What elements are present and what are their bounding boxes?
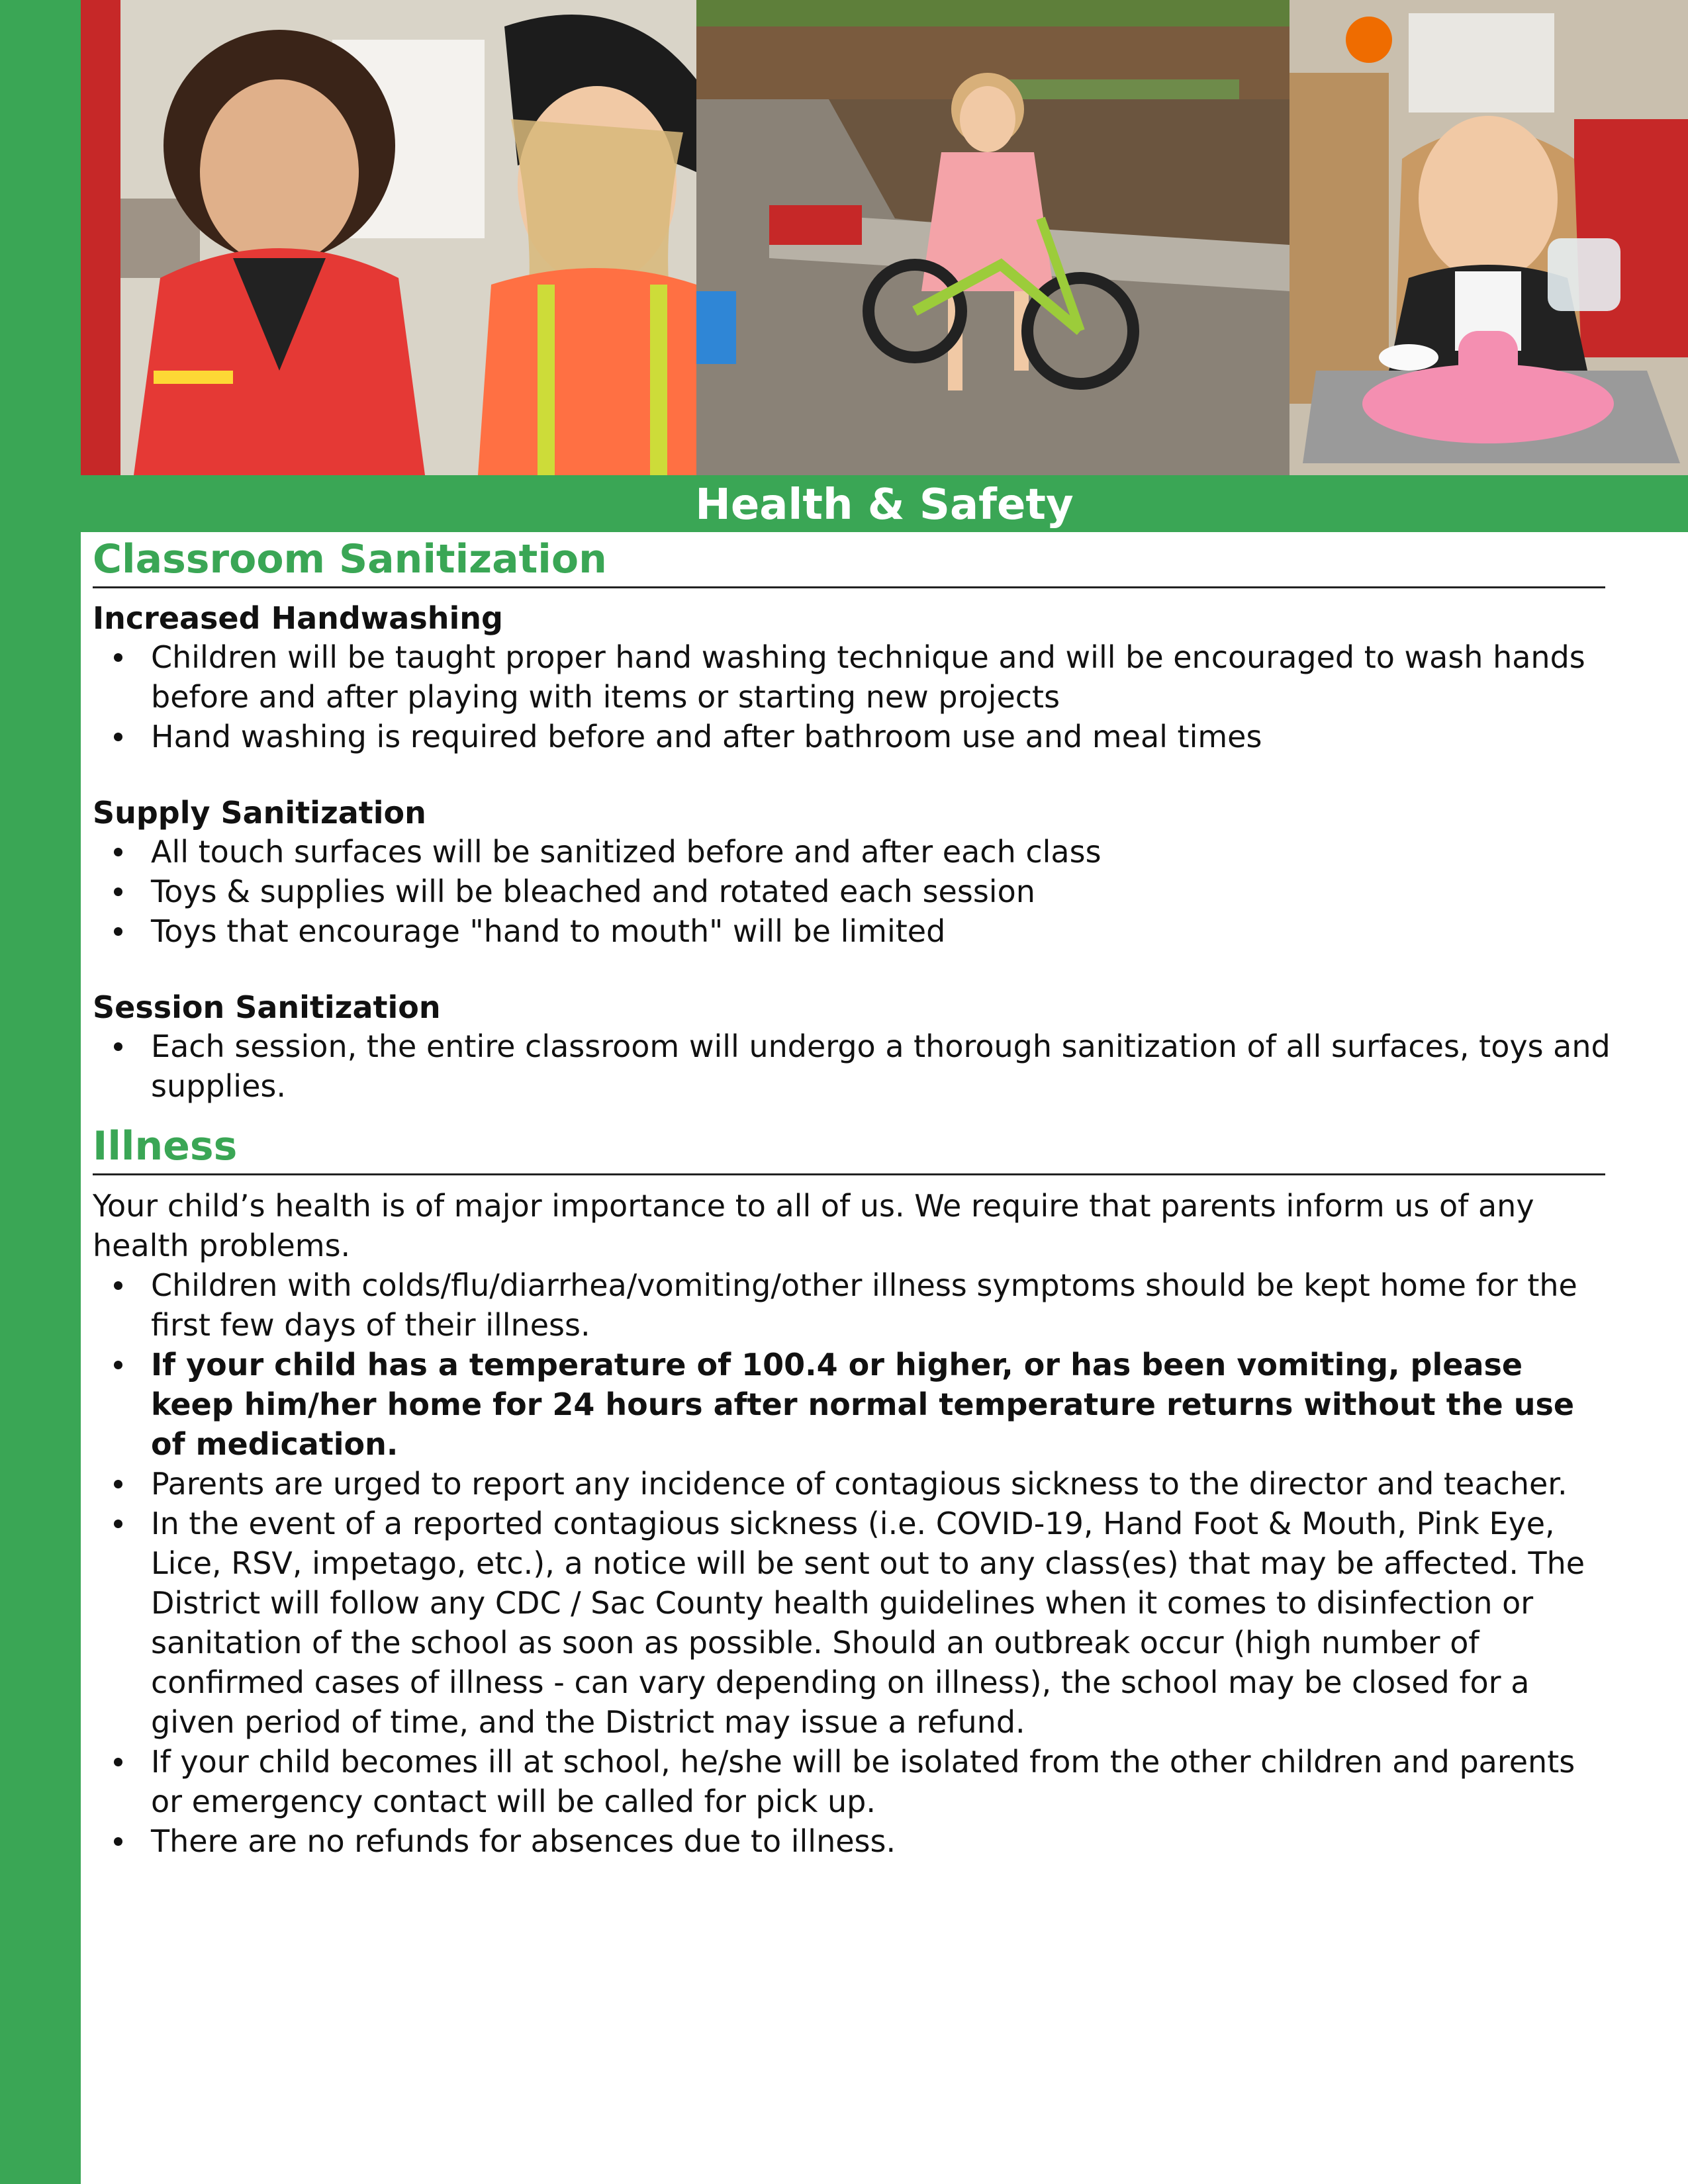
- section-divider: [93, 1173, 1605, 1175]
- content: [93, 532, 1615, 1861]
- list-item: Parents are urged to report any incidence of contagious sickness to the director and teacher.: [93, 1464, 1615, 1504]
- illness-intro: Your child’s health is of major importance to all of us. We require that parents inform us of any health problems.: [93, 1188, 1534, 1263]
- supply-list: [93, 832, 1615, 951]
- session-sanitization-title: Session Sanitization: [93, 989, 441, 1025]
- section-divider: [93, 586, 1605, 588]
- photo-strip: [81, 0, 1688, 475]
- list-item: Each session, the entire classroom will undergo a thorough sanitization of all surfaces, toys and supplies.: [93, 1026, 1615, 1106]
- list-item: If your child becomes ill at school, he/she will be isolated from the other children and parents or emergency contact will be called for pick up.: [93, 1742, 1615, 1821]
- list-item: In the event of a reported contagious sickness (i.e. COVID-19, Hand Foot & Mouth, Pink Eye, Lice, RSV, impetago, etc.), a notice will be sent out to any class(es) that may be affected. The District will follow any CDC / Sac County health guidelines when it comes to disinfection or sanitation of the school as soon as possible. Should an outbreak occur (high number of confirmed cases of illness - can vary depending on illness), the school may be closed for a given period of time, and the District may issue a refund.: [93, 1504, 1615, 1742]
- illness-title: Illness: [93, 1123, 238, 1169]
- classroom-sanitization-title: Classroom Sanitization: [93, 536, 607, 582]
- illness-list: [93, 1265, 1615, 1861]
- session-list: [93, 1026, 1615, 1106]
- green-sidebar: [0, 0, 81, 2184]
- list-item: Hand washing is required before and after bathroom use and meal times: [93, 717, 1615, 756]
- list-item: Children with colds/flu/diarrhea/vomiting/other illness symptoms should be kept home for the first few days of their illness.: [93, 1265, 1615, 1345]
- list-item: All touch surfaces will be sanitized before and after each class: [93, 832, 1615, 872]
- handwashing-list: [93, 637, 1615, 756]
- temperature-policy-item: If your child has a temperature of 100.4 or higher, or has been vomiting, please keep him/her home for 24 hours after normal temperature returns without the use of medication.: [93, 1345, 1615, 1464]
- list-item: Toys & supplies will be bleached and rotated each session: [93, 872, 1615, 911]
- list-item: Children will be taught proper hand washing technique and will be encouraged to wash hands before and after playing with items or starting new projects: [93, 637, 1615, 717]
- handwashing-title: Increased Handwashing: [93, 600, 503, 636]
- page-title: Health & Safety: [81, 475, 1688, 532]
- list-item: There are no refunds for absences due to illness.: [93, 1821, 1615, 1861]
- child-science-experiment-photo: [1289, 0, 1688, 475]
- list-item: Toys that encourage "hand to mouth" will be limited: [93, 911, 1615, 951]
- children-in-costumes-photo: [81, 0, 696, 475]
- supply-sanitization-title: Supply Sanitization: [93, 795, 426, 831]
- child-on-balance-bike-photo: [696, 0, 1289, 475]
